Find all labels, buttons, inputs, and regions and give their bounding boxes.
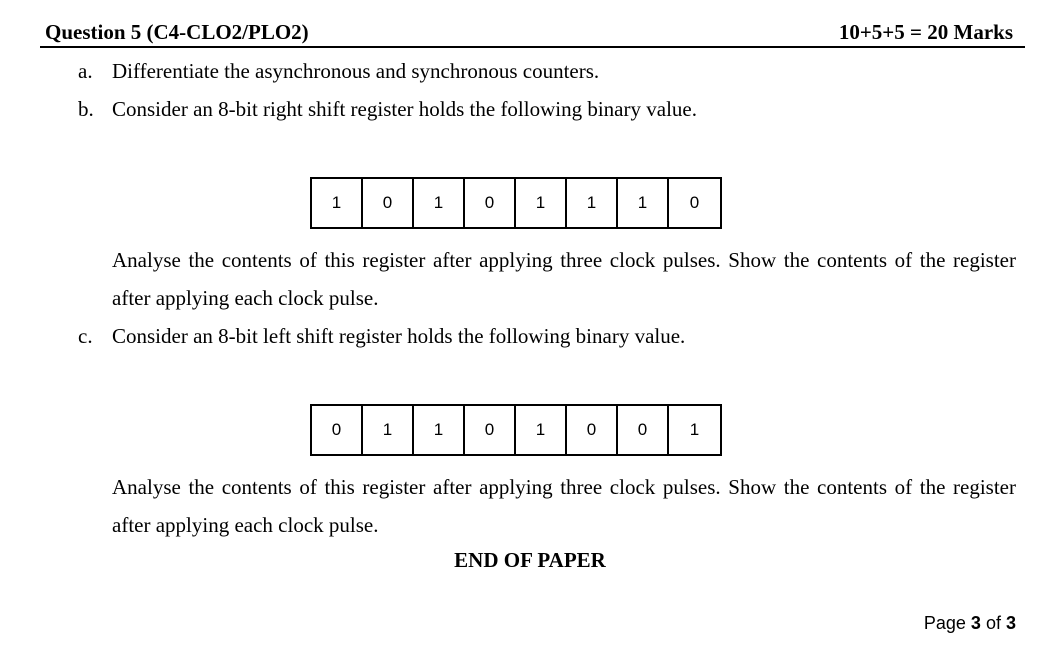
register-bit: 1 <box>516 406 567 454</box>
marks-allocation: 10+5+5 = 20 Marks <box>838 20 1013 44</box>
end-of-paper: END OF PAPER <box>454 548 606 572</box>
left-shift-register <box>310 404 722 456</box>
page-prefix: Page <box>923 613 966 633</box>
question-title: Question 5 (C4-CLO2/PLO2) <box>45 20 309 44</box>
page-current: 3 <box>970 613 981 633</box>
register-bit: 0 <box>689 193 700 212</box>
register-bit: 1 <box>516 179 567 227</box>
register-bit: 0 <box>567 406 618 454</box>
question-header <box>40 18 1025 48</box>
register-bit: 0 <box>312 406 363 454</box>
page-number <box>924 613 1016 634</box>
part-b-letter: b. <box>78 97 94 121</box>
part-c-letter: c. <box>78 324 93 348</box>
part-c-text: Consider an 8-bit left shift register holds the following binary value. <box>112 324 686 348</box>
register-bit: 1 <box>312 179 363 227</box>
part-c-instruction: Analyse the contents of this register after applying three clock pulses. Show the contents of the register after applying each clock pulse. <box>112 475 1016 537</box>
register-bit: 1 <box>618 179 669 227</box>
register-bit: 1 <box>363 406 414 454</box>
right-shift-register <box>310 177 722 229</box>
page-mid: of <box>985 613 1001 633</box>
page-total: 3 <box>1005 613 1016 633</box>
register-bit: 1 <box>689 420 700 439</box>
register-bit: 0 <box>465 179 516 227</box>
register-bit: 1 <box>567 179 618 227</box>
register-bit: 1 <box>414 179 465 227</box>
part-b-instruction: Analyse the contents of this register after applying three clock pulses. Show the contents of the register after applying each clock pulse. <box>112 248 1016 310</box>
register-bit: 0 <box>363 179 414 227</box>
part-a-letter: a. <box>78 59 93 83</box>
register-bit: 0 <box>618 406 669 454</box>
part-a-text: Differentiate the asynchronous and synchronous counters. <box>112 59 600 83</box>
register-bit: 1 <box>414 406 465 454</box>
part-b-text: Consider an 8-bit right shift register holds the following binary value. <box>112 97 697 121</box>
register-bit: 0 <box>465 406 516 454</box>
